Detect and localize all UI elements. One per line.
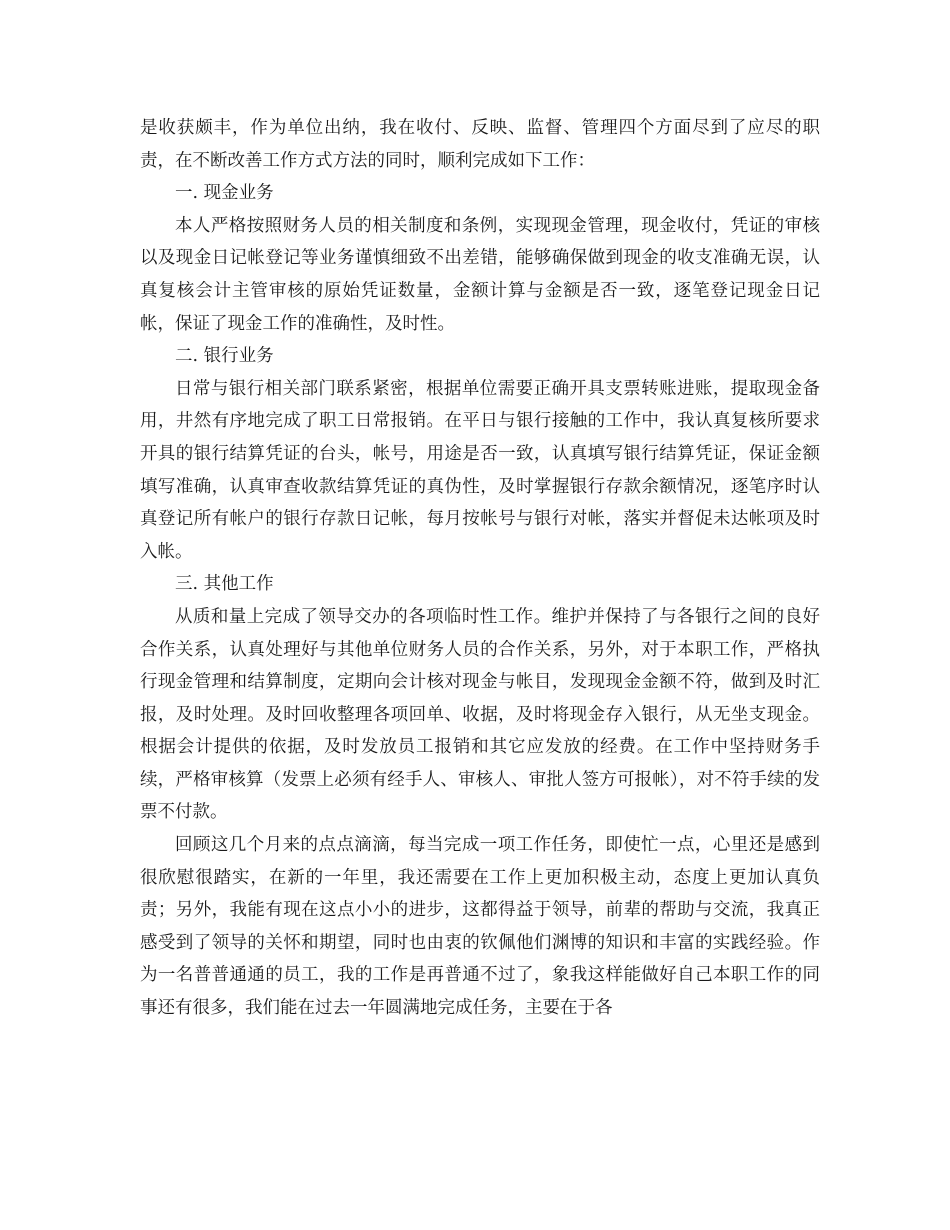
document-body [140, 112, 820, 1025]
paragraph-cash: 本人严格按照财务人员的相关制度和条例，实现现金管理，现金收付，凭证的审核以及现金日记帐登记等业务谨慎细致不出差错，能够确保做到现金的收支准确无误，认真复核会计主管审核的原始凭证数量，金额计算与金额是否一致，逐笔登记现金日记帐，保证了现金工作的准确性，及时性。 [140, 215, 820, 334]
section-heading-cash: 一. 现金业务 [175, 183, 274, 204]
section-heading-other: 三. 其他工作 [175, 574, 274, 595]
paragraph-intro: 是收获颇丰，作为单位出纳，我在收付、反映、监督、管理四个方面尽到了应尽的职责，在不断改善工作方式方法的同时，顺利完成如下工作： [140, 118, 820, 171]
paragraph-bank: 日常与银行相关部门联系紧密，根据单位需要正确开具支票转账进账，提取现金备用，井然有序地完成了职工日常报销。在平日与银行接触的工作中，我认真复核所要求开具的银行结算凭证的台头，帐号，用途是否一致，认真填写银行结算凭证，保证金额填写准确，认真审查收款结算凭证的真伪性，及时掌握银行存款余额情况，逐笔序时认真登记所有帐户的银行存款日记帐，每月按帐号与银行对帐，落实并督促未达帐项及时入帐。 [140, 378, 820, 562]
section-heading-bank: 二. 银行业务 [175, 346, 274, 367]
paragraph-review: 回顾这几个月来的点点滴滴，每当完成一项工作任务，即使忙一点，心里还是感到很欣慰很踏实，在新的一年里，我还需要在工作上更加积极主动，态度上更加认真负责；另外，我能有现在这点小小的进步，这都得益于领导，前辈的帮助与交流，我真正感受到了领导的关怀和期望，同时也由衷的钦佩他们渊博的知识和丰富的实践经验。作为一名普普通通的员工，我的工作是再普通不过了，象我这样能做好自己本职工作的同事还有很多，我们能在过去一年圆满地完成任务，主要在于各 [140, 835, 820, 1019]
paragraph-other: 从质和量上完成了领导交办的各项临时性工作。维护并保持了与各银行之间的良好合作关系，认真处理好与其他单位财务人员的合作关系，另外，对于本职工作，严格执行现金管理和结算制度，定期向会计核对现金与帐目，发现现金金额不符，做到及时汇报，及时处理。及时回收整理各项回单、收据，及时将现金存入银行，从无坐支现金。根据会计提供的依据，及时发放员工报销和其它应发放的经费。在工作中坚持财务手续，严格审核算（发票上必须有经手人、审核人、审批人签方可报帐），对不符手续的发票不付款。 [140, 606, 820, 823]
